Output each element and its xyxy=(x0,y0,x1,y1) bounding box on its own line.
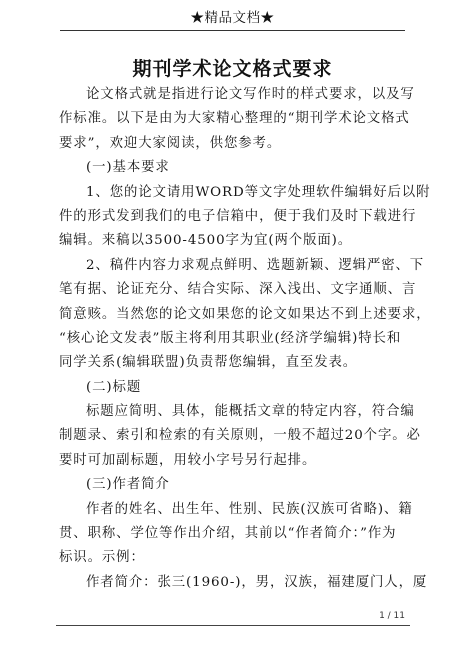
body-line: 作者的姓名、出生年、性别、民族(汉族可省略)、籍 xyxy=(86,501,413,517)
body-line: “核心论文发表”版主将利用其职业(经济学编辑)特长和 xyxy=(59,330,402,346)
page-header: ★精品文档★ xyxy=(190,10,275,26)
body-line: 作标准。以下是由为大家精心整理的“期刊学术论文格式 xyxy=(59,111,410,127)
body-line: 作者简介：张三(1960-)，男，汉族，福建厦门人，厦 xyxy=(86,574,428,590)
body-line: 论文格式就是指进行论文写作时的样式要求，以及写 xyxy=(86,87,415,102)
body-line: 标识。示例： xyxy=(59,550,145,566)
body-line: 标题应简明、具体，能概括文章的特定内容，符合编 xyxy=(86,404,415,420)
section-heading: (三)作者简介 xyxy=(86,477,170,493)
footer-divider xyxy=(56,625,410,626)
header-divider xyxy=(60,30,405,31)
body-line: 制题录、索引和检索的有关原则，一般不超过20个字。必 xyxy=(59,428,421,444)
body-line: 笔有据、论证充分、结合实际、深入浅出、文字通顺、言 xyxy=(59,282,417,298)
body-line: 编辑。来稿以3500-4500字为宜(两个版面)。 xyxy=(59,233,353,249)
body-line: 1、您的论文请用WORD等文字处理软件编辑好后以附 xyxy=(86,184,431,200)
body-line: 要求”，欢迎大家阅读，供您参考。 xyxy=(59,135,282,151)
body-line: 简意赅。当然您的论文如果您的论文如果达不到上述要求， xyxy=(59,306,431,322)
body-line: 要时可加副标题，用较小字号另行起排。 xyxy=(59,452,317,468)
section-heading: (一)基本要求 xyxy=(86,160,170,176)
document-body xyxy=(59,83,431,595)
document-title: 期刊学术论文格式要求 xyxy=(132,58,333,80)
page-number: 1 / 11 xyxy=(379,611,405,621)
section-heading: (二)标题 xyxy=(86,379,142,395)
body-line: 2、稿件内容力求观点鲜明、选题新颖、逻辑严密、下 xyxy=(86,257,425,273)
body-line: 件的形式发到我们的电子信箱中，便于我们及时下载进行 xyxy=(59,208,417,224)
body-line: 贯、职称、学位等作出介绍，其前以“作者简介：”作为 xyxy=(59,526,397,542)
body-line: 同学关系(编辑联盟)负责帮您编辑，直至发表。 xyxy=(59,355,358,371)
